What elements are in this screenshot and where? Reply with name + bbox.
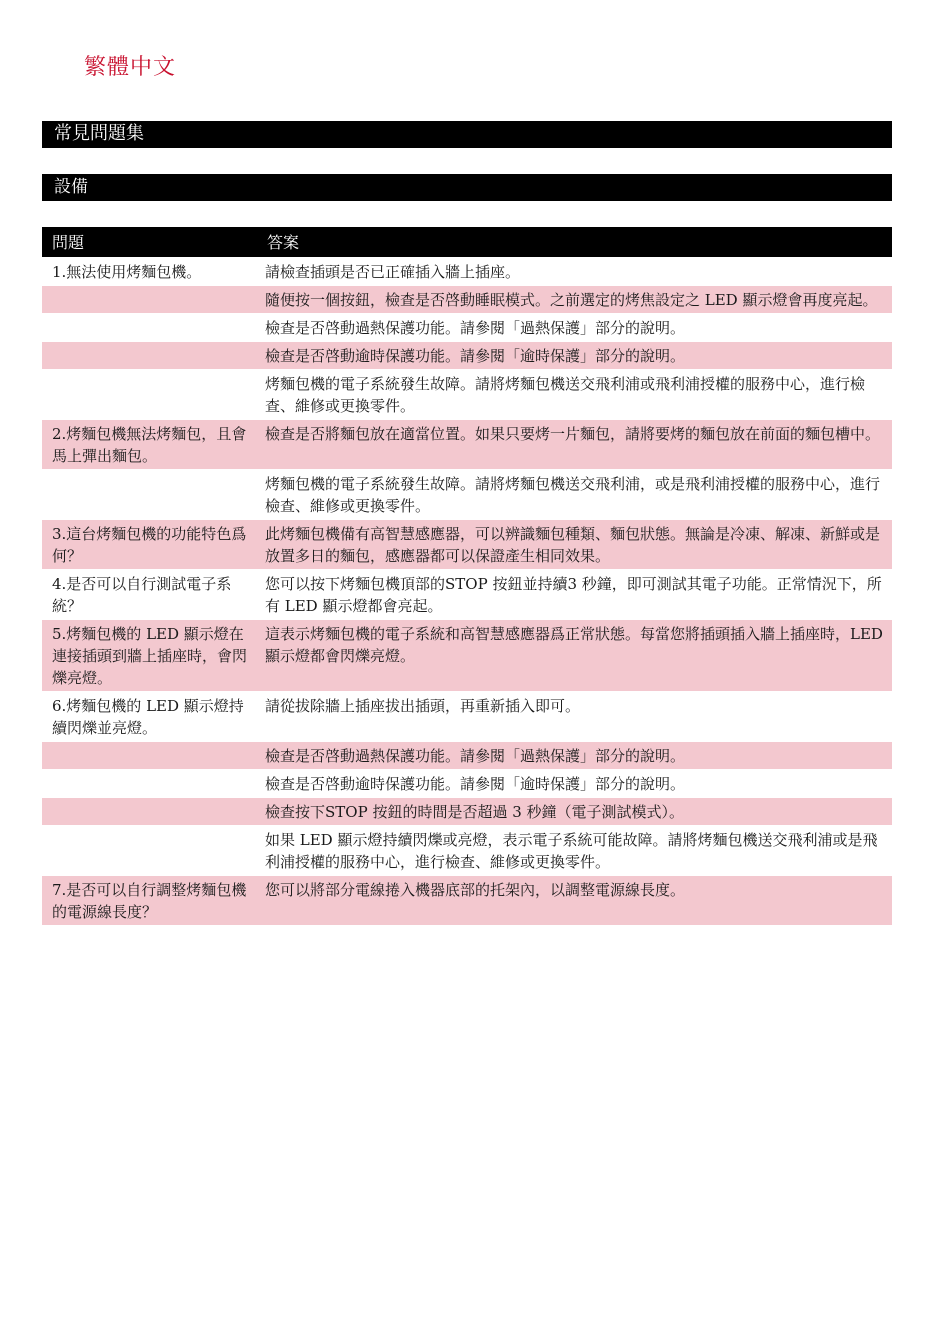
table-row [42,770,892,798]
faq-table-header [42,227,892,258]
question-cell: 6.烤麵包機的 LED 顯示燈持續閃爍並亮燈。 [42,692,257,742]
table-row [42,314,892,342]
question-cell: 7.是否可以自行調整烤麵包機的電源線長度？ [42,876,257,926]
faq-table [42,227,892,925]
table-row [42,420,892,470]
table-row [42,692,892,742]
table-row [42,876,892,926]
answer-cell: 烤麵包機的電子系統發生故障。請將烤麵包機送交飛利浦，或是飛利浦授權的服務中心，進行檢查、維修或更換零件。 [257,470,892,520]
answer-cell: 您可以按下烤麵包機頂部的STOP 按鈕並持續3 秒鐘，即可測試其電子功能。正常情況下，所有 LED 顯示燈都會亮起。 [257,570,892,620]
question-cell: 2.烤麵包機無法烤麵包，且會馬上彈出麵包。 [42,420,257,470]
question-cell [42,342,257,370]
table-row [42,826,892,876]
question-cell [42,370,257,420]
answer-cell: 烤麵包機的電子系統發生故障。請將烤麵包機送交飛利浦或飛利浦授權的服務中心，進行檢查、維修或更換零件。 [257,370,892,420]
answer-cell: 檢查是否啓動過熱保護功能。請參閱「過熱保護」部分的說明。 [257,314,892,342]
subsection-title: 設備 [42,174,892,201]
header-answer: 答案 [257,227,892,258]
answer-cell: 檢查是否啓動過熱保護功能。請參閱「過熱保護」部分的說明。 [257,742,892,770]
question-cell [42,742,257,770]
question-cell [42,314,257,342]
question-cell: 1.無法使用烤麵包機。 [42,258,257,286]
header-question: 問題 [42,227,257,258]
answer-cell: 檢查是否將麵包放在適當位置。如果只要烤一片麵包，請將要烤的麵包放在前面的麵包槽中。 [257,420,892,470]
table-row [42,286,892,314]
table-row [42,258,892,286]
answer-cell: 如果 LED 顯示燈持續閃爍或亮燈，表示電子系統可能故障。請將烤麵包機送交飛利浦或是飛利浦授權的服務中心，進行檢查、維修或更換零件。 [257,826,892,876]
question-cell [42,286,257,314]
question-cell: 4.是否可以自行測試電子系統？ [42,570,257,620]
answer-cell: 隨便按一個按鈕，檢查是否啓動睡眠模式。之前選定的烤焦設定之 LED 顯示燈會再度亮起。 [257,286,892,314]
answer-cell: 檢查是否啓動逾時保護功能。請參閱「逾時保護」部分的說明。 [257,770,892,798]
table-row [42,570,892,620]
answer-cell: 請從拔除牆上插座拔出插頭，再重新插入即可。 [257,692,892,742]
answer-cell: 您可以將部分電線捲入機器底部的托架內，以調整電源線長度。 [257,876,892,926]
question-cell [42,470,257,520]
question-cell: 5.烤麵包機的 LED 顯示燈在連接插頭到牆上插座時，會閃爍亮燈。 [42,620,257,692]
table-row [42,342,892,370]
table-row [42,470,892,520]
faq-table-body [42,258,892,926]
table-row [42,520,892,570]
answer-cell: 此烤麵包機備有高智慧感應器，可以辨識麵包種類、麵包狀態。無論是冷凍、解凍、新鮮或是放置多日的麵包，感應器都可以保證產生相同效果。 [257,520,892,570]
answer-cell: 檢查按下STOP 按鈕的時間是否超過 3 秒鐘（電子測試模式）。 [257,798,892,826]
question-cell [42,826,257,876]
question-cell [42,770,257,798]
answer-cell: 請檢查插頭是否已正確插入牆上插座。 [257,258,892,286]
table-row [42,370,892,420]
answer-cell: 檢查是否啓動逾時保護功能。請參閱「逾時保護」部分的說明。 [257,342,892,370]
table-row [42,798,892,826]
question-cell [42,798,257,826]
question-cell: 3.這台烤麵包機的功能特色爲何？ [42,520,257,570]
answer-cell: 這表示烤麵包機的電子系統和高智慧感應器爲正常狀態。每當您將插頭插入牆上插座時，LED顯示燈都會閃爍亮燈。 [257,620,892,692]
section-title: 常見問題集 [42,121,892,148]
table-row [42,620,892,692]
table-row [42,742,892,770]
language-label: 繁體中文 [84,55,177,80]
